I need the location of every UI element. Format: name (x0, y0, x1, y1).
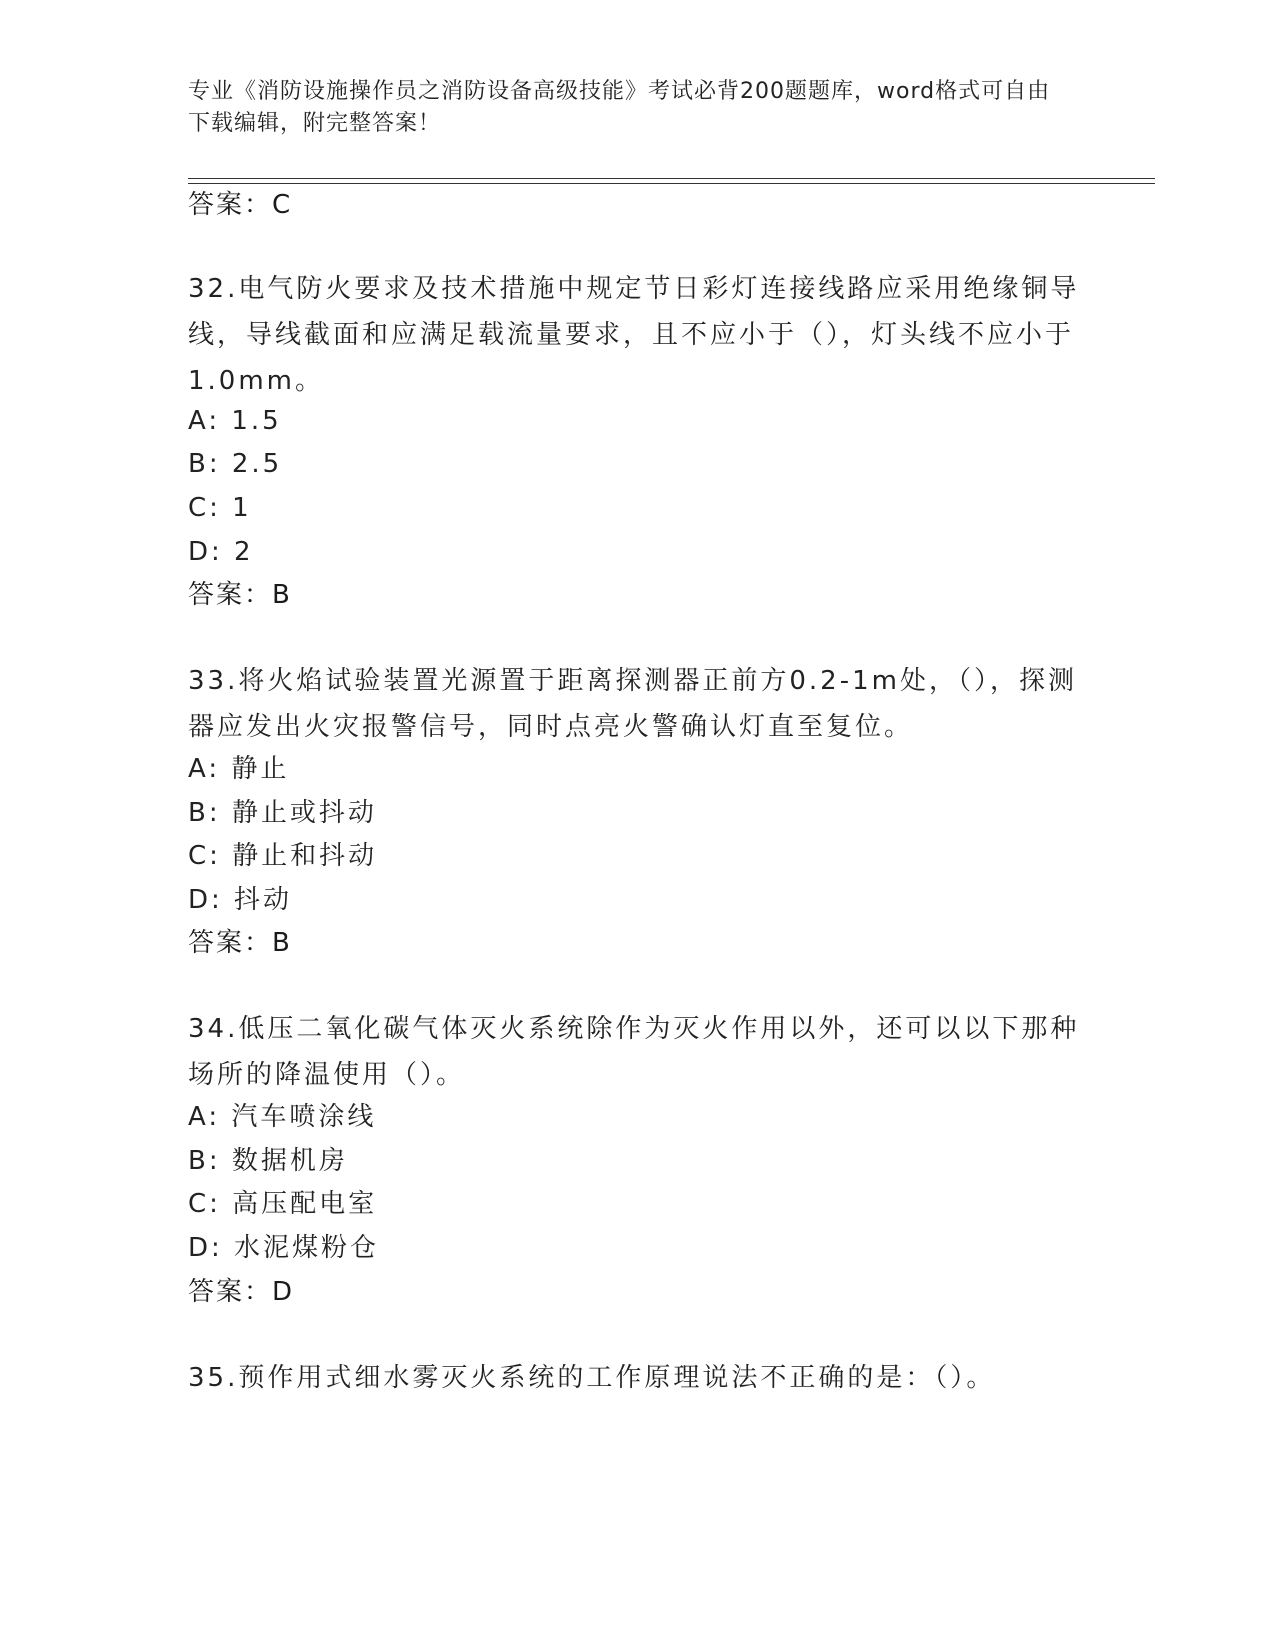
answer-line: 答案：B (188, 580, 292, 610)
question-stem: 33.将火焰试验装置光源置于距离探测器正前方0.2-1m处，（），探测器应发出火灾报警信号，同时点亮火警确认灯直至复位。 (188, 666, 1077, 742)
header-divider (188, 178, 1155, 179)
question-stem: 35.预作用式细水雾灭火系统的工作原理说法不正确的是：（）。 (188, 1363, 996, 1393)
option-c: C: 静止和抖动 (188, 841, 378, 871)
option-b: B: 2.5 (188, 449, 283, 479)
answer-line: 答案：D (188, 1277, 295, 1307)
option-a: A: 1.5 (188, 406, 282, 436)
option-a: A: 汽车喷涂线 (188, 1102, 377, 1132)
option-d: D: 2 (188, 537, 254, 567)
option-d: D: 水泥煤粉仓 (188, 1233, 380, 1263)
option-c: C: 1 (188, 493, 252, 523)
option-c: C: 高压配电室 (188, 1189, 378, 1219)
question-stem: 32.电气防火要求及技术措施中规定节日彩灯连接线路应采用绝缘铜导线，导线截面和应满足载流量要求，且不应小于（），灯头线不应小于1.0mm。 (188, 274, 1080, 396)
option-b: B: 数据机房 (188, 1146, 348, 1176)
page-header: 专业《消防设施操作员之消防设备高级技能》考试必背200题题库，word格式可自由下载编辑，附完整答案！ (188, 79, 1051, 136)
question-stem: 34.低压二氧化碳气体灭火系统除作为灭火作用以外，还可以以下那种场所的降温使用（）。 (188, 1014, 1080, 1090)
option-a: A: 静止 (188, 754, 290, 784)
option-d: D: 抖动 (188, 885, 293, 915)
answer-line: 答案：B (188, 928, 292, 958)
option-b: B: 静止或抖动 (188, 798, 377, 828)
answer-line: 答案：C (188, 190, 293, 220)
header-divider-secondary (188, 183, 1155, 184)
